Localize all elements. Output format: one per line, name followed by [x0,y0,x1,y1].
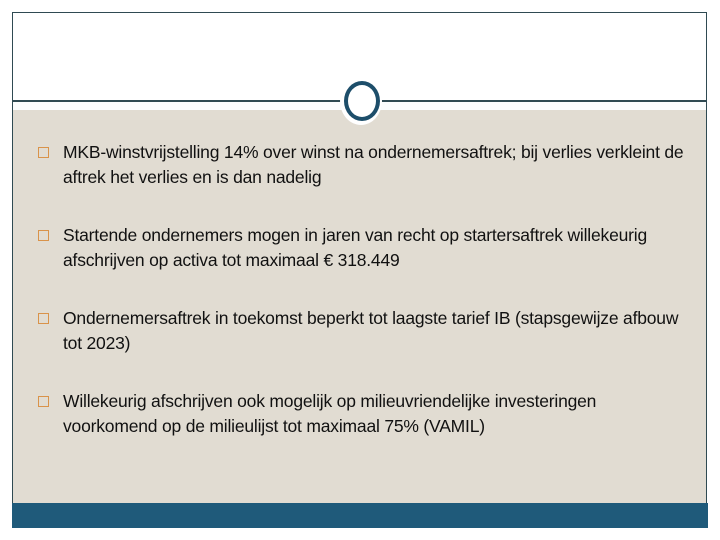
bullet-text: Willekeurig afschrijven ook mogelijk op milieuvriendelijke investeringen voorkomend op de milieulijst tot maximaal 75% (VAMIL) [63,391,597,436]
square-outline-icon [38,313,49,324]
square-outline-icon [38,230,49,241]
slide [12,12,707,527]
bullet-item [31,140,691,190]
bullet-list [31,140,691,472]
bullet-text: MKB-winstvrijstelling 14% over winst na ondernemersaftrek; bij verlies verkleint de aftrek het verlies en is dan nadelig [63,142,684,187]
circle-ring-icon [344,81,380,121]
footer-band [12,503,708,528]
square-outline-icon [38,396,49,407]
bullet-text: Ondernemersaftrek in toekomst beperkt tot laagste tarief IB (stapsgewijze afbouw tot 2023) [63,308,679,353]
square-outline-icon [38,147,49,158]
bullet-text: Startende ondernemers mogen in jaren van recht op startersaftrek willekeurig afschrijven op activa tot maximaal € 318.449 [63,225,647,270]
bullet-item [31,306,691,356]
bullet-item [31,389,691,439]
bullet-item [31,223,691,273]
